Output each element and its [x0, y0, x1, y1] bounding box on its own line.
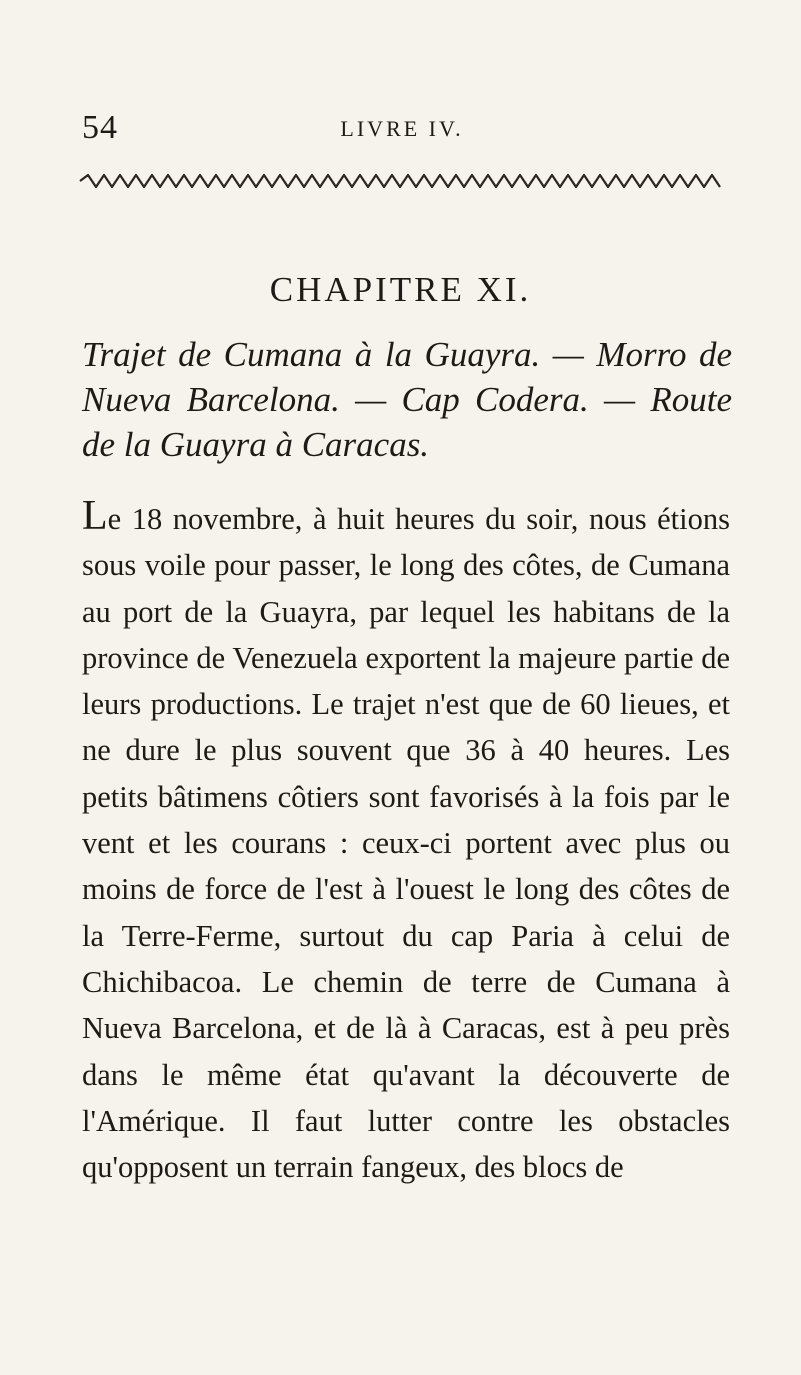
page-number: 54	[82, 109, 118, 146]
body-paragraph	[82, 493, 730, 1190]
drop-cap: L	[82, 493, 108, 539]
running-head	[82, 108, 722, 148]
body-text: e 18 novembre, à huit heures du soir, nous étions sous voile pour passer, le long des côtes, de Cumana au port de la Guayra, par lequel les habitans de la province de Venezuela exportent la majeure partie de leurs productions. Le trajet n'est que de 60 lieues, et ne dure le plus souvent que 36 à 40 heures. Les petits bâtimens côtiers sont favorisés à la fois par le vent et les courans : ceux-ci portent avec plus ou moins de force de l'est à l'ouest le long des côtes de la Terre-Ferme, surtout du cap Paria à celui de Chichibacoa. Le chemin de terre de Cumana à Nueva Barcelona, et de là à Caracas, est à peu près dans le même état qu'avant la découverte de l'Amérique. Il faut lutter contre les obstacles qu'opposent un terrain fangeux, des blocs de	[82, 502, 730, 1185]
chapter-title: CHAPITRE XI.	[269, 270, 532, 309]
running-title: LIVRE IV.	[340, 116, 464, 141]
chapter-summary: Trajet de Cumana à la Guayra. — Morro de Nueva Barcelona. — Cap Codera. — Route de la Guayra à Caracas.	[82, 335, 732, 464]
ornament-rule	[78, 172, 722, 190]
